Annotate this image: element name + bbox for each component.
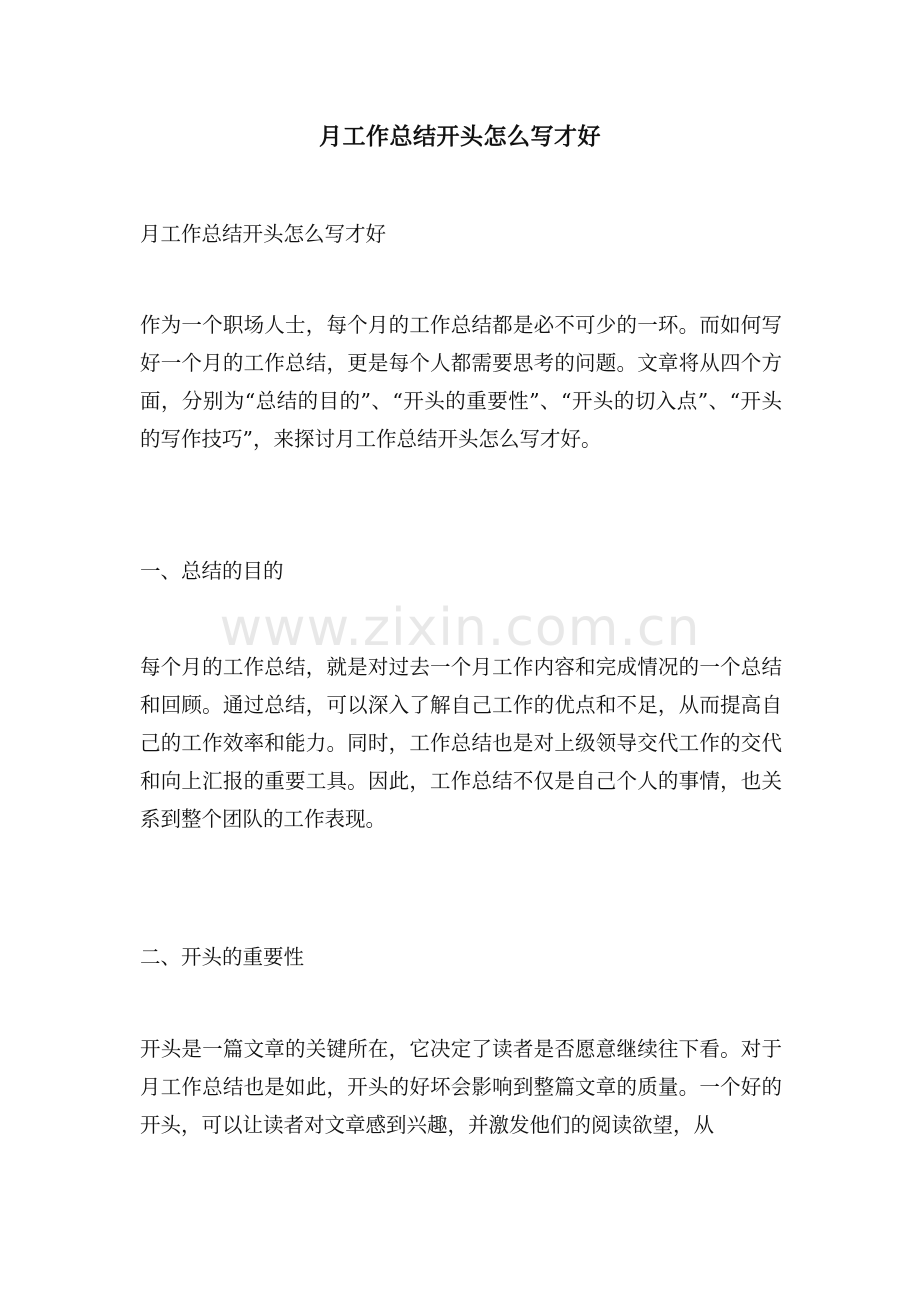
section-body-importance: 开头是一篇文章的关键所在，它决定了读者是否愿意继续往下看。对于月工作总结也是如此，开头的好坏会影响到整篇文章的质量。一个好的开头，可以让读者对文章感到兴趣，并激发他们的阅读欲望，从 — [140, 1037, 782, 1137]
intro-paragraph: 作为一个职场人士，每个月的工作总结都是必不可少的一环。而如何写好一个月的工作总结，更是每个人都需要思考的问题。文章将从四个方面，分别为“总结的目的”、“开头的重要性”、“开头的切入点”、“开头的写作技巧”，来探讨月工作总结开头怎么写才好。 — [140, 313, 782, 451]
watermark: www.zixin.com.cn — [219, 598, 701, 658]
document-title: 月工作总结开头怎么写才好 — [319, 123, 601, 150]
section-heading-importance: 二、开头的重要性 — [140, 945, 304, 969]
document-subtitle: 月工作总结开头怎么写才好 — [140, 222, 386, 246]
section-heading-purpose: 一、总结的目的 — [140, 559, 284, 583]
section-body-purpose: 每个月的工作总结，就是对过去一个月工作内容和完成情况的一个总结和回顾。通过总结，可以深入了解自己工作的优点和不足，从而提高自己的工作效率和能力。同时，工作总结也是对上级领导交代工作的交代和向上汇报的重要工具。因此，工作总结不仅是自己个人的事情，也关系到整个团队的工作表现。 — [140, 655, 782, 831]
